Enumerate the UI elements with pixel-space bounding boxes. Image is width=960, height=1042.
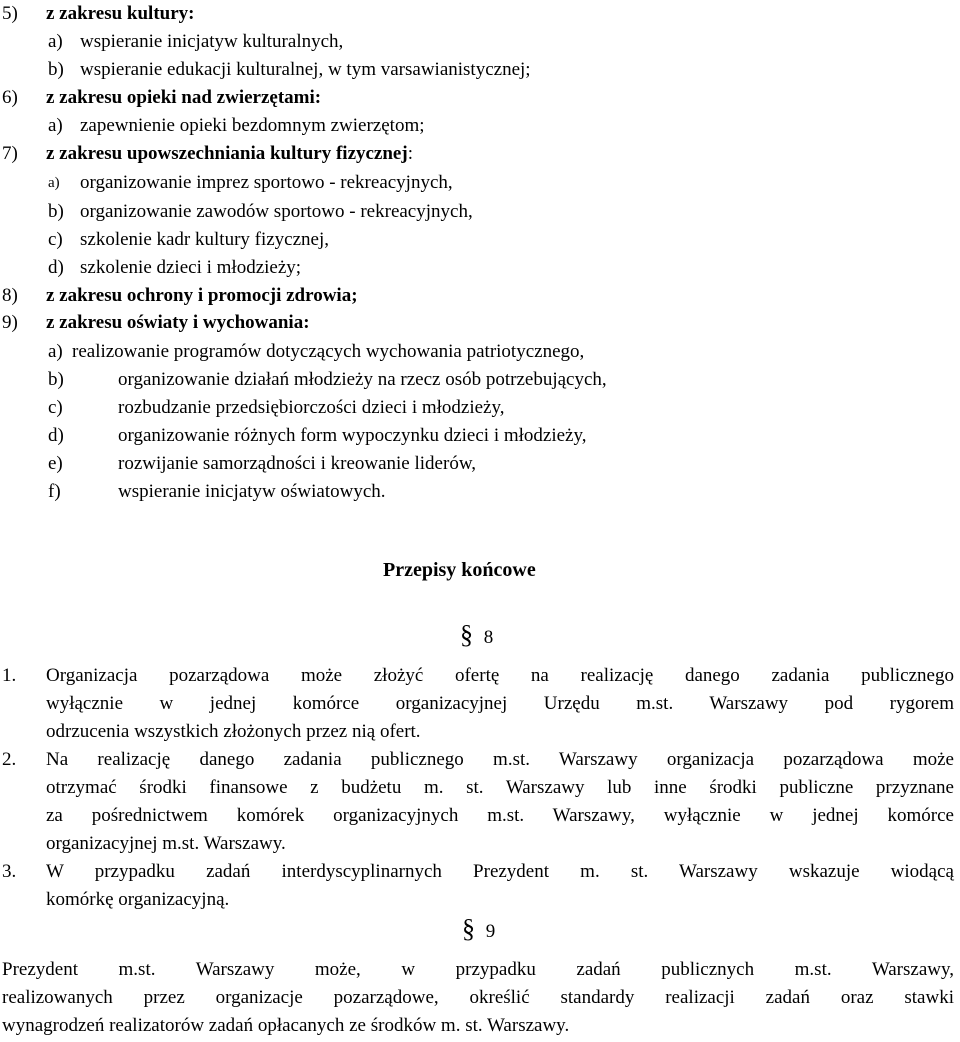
item-text: organizowanie zawodów sportowo - rekreacyjnych, — [80, 201, 473, 222]
item-label: f) — [48, 481, 61, 502]
item-label: b) — [48, 201, 64, 222]
paragraph-8-marker — [460, 620, 493, 650]
section-number: 7) — [2, 143, 18, 164]
text-line: Na realizację danego zadania publicznego m.st. Warszawy organizacja pozarządowa może — [46, 749, 954, 770]
section-title: z zakresu opieki nad zwierzętami: — [46, 87, 322, 108]
section-title: z zakresu kultury: — [46, 3, 195, 24]
section-title: z zakresu ochrony i promocji zdrowia; — [46, 285, 358, 306]
item-label: b) — [48, 369, 64, 390]
item-text: organizowanie działań młodzieży na rzecz osób potrzebujących, — [118, 369, 607, 390]
paragraph-number: 8 — [483, 627, 494, 648]
text-line: komórkę organizacyjną. — [46, 889, 230, 910]
section-colon: : — [407, 143, 413, 164]
item-text: wspieranie inicjatyw oświatowych. — [118, 481, 386, 502]
text-line: otrzymać środki finansowe z budżetu m. st. Warszawy lub inne środki publiczne przyznane — [46, 777, 954, 798]
item-label: a) — [48, 341, 63, 362]
point-number: 3. — [2, 861, 17, 882]
section-title: z zakresu oświaty i wychowania: — [46, 312, 310, 333]
text-line: za pośrednictwem komórek organizacyjnych m.st. Warszawy, wyłącznie w jednej komórce — [46, 805, 954, 826]
section-title: z zakresu upowszechniania kultury fizycznej — [46, 143, 408, 164]
item-label: a) — [48, 31, 63, 52]
text-line: Organizacja pozarządowa może złożyć ofertę na realizację danego zadania publicznego — [46, 665, 954, 686]
point-number: 1. — [2, 665, 17, 686]
text-line: odrzucenia wszystkich złożonych przez nią ofert. — [46, 721, 421, 742]
section-number: 8) — [2, 285, 18, 306]
section-number: 5) — [2, 3, 18, 24]
item-text: rozwijanie samorządności i kreowanie liderów, — [118, 453, 477, 474]
point-number: 2. — [2, 749, 17, 770]
section-title-wrap — [46, 142, 413, 166]
text-line: wyłącznie w jednej komórce organizacyjnej Urzędu m.st. Warszawy pod rygorem — [46, 693, 954, 714]
item-text: wspieranie edukacji kulturalnej, w tym varsawianistycznej; — [80, 59, 531, 80]
item-text: wspieranie inicjatyw kulturalnych, — [80, 31, 344, 52]
item-label: b) — [48, 59, 64, 80]
item-text: organizowanie imprez sportowo - rekreacyjnych, — [80, 172, 453, 193]
item-text: rozbudzanie przedsiębiorczości dzieci i młodzieży, — [118, 397, 505, 418]
item-label: c) — [48, 397, 63, 418]
item-text: organizowanie różnych form wypoczynku dzieci i młodzieży, — [118, 425, 587, 446]
text-line: organizacyjnej m.st. Warszawy. — [46, 833, 286, 854]
section-symbol: § — [460, 620, 473, 649]
text-line: Prezydent m.st. Warszawy może, w przypadku zadań publicznych m.st. Warszawy, — [2, 959, 954, 980]
text-line: W przypadku zadań interdyscyplinarnych Prezydent m. st. Warszawy wskazuje wiodącą — [46, 861, 954, 882]
section-number: 9) — [2, 312, 18, 333]
item-label: c) — [48, 229, 63, 250]
item-label: d) — [48, 257, 64, 278]
item-label: e) — [48, 453, 63, 474]
item-label: a) — [48, 115, 63, 136]
item-text: szkolenie dzieci i młodzieży; — [80, 257, 302, 278]
item-text: szkolenie kadr kultury fizycznej, — [80, 229, 330, 250]
item-text: zapewnienie opieki bezdomnym zwierzętom; — [80, 115, 425, 136]
section-heading: Przepisy końcowe — [383, 559, 536, 581]
text-line: realizowanych przez organizacje pozarządowe, określić standardy realizacji zadań oraz stawki — [2, 987, 954, 1008]
section-number: 6) — [2, 87, 18, 108]
paragraph-9-marker — [462, 914, 495, 944]
item-label: d) — [48, 425, 64, 446]
paragraph-number: 9 — [485, 921, 496, 942]
text-line: wynagrodzeń realizatorów zadań opłacanych ze środków m. st. Warszawy. — [2, 1015, 570, 1036]
section-symbol: § — [462, 914, 475, 943]
item-label: a) — [48, 175, 60, 191]
item-text: realizowanie programów dotyczących wychowania patriotycznego, — [72, 341, 585, 362]
